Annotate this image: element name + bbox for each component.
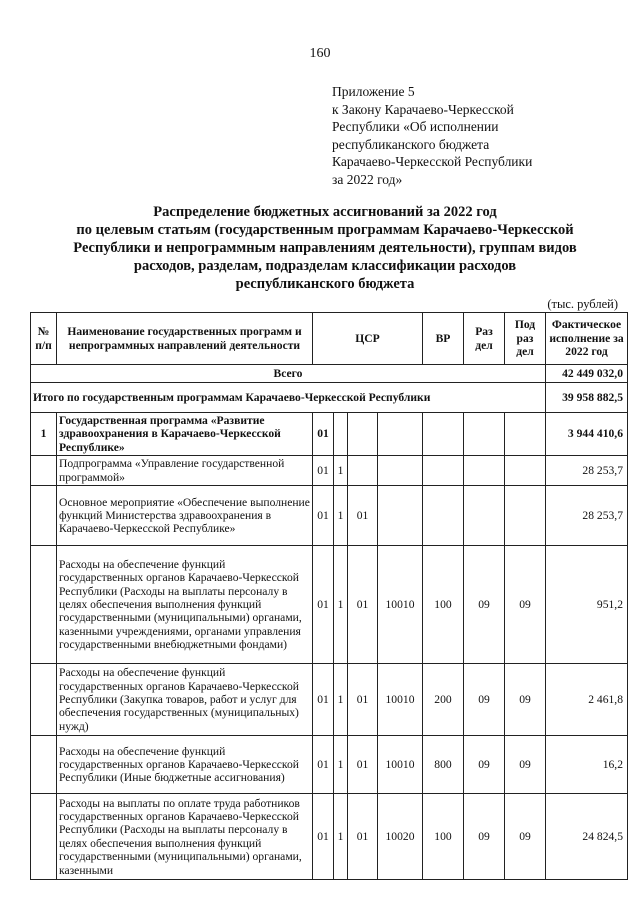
- row-csr-direction: 10010: [378, 736, 423, 794]
- row-num: [31, 456, 57, 486]
- page-number: 160: [309, 46, 331, 61]
- row-csr-event: 01: [348, 546, 378, 664]
- row-csr-program: 01: [313, 456, 334, 486]
- appendix-line: Приложение 5: [332, 84, 415, 99]
- table-row: [31, 486, 628, 546]
- row-name: Расходы на выплаты по оплате труда работников государственных органов Карачаево-Черкесской Республики (Расходы на выплаты персоналу в целях обеспечения выполнения функций государственными (муниципальными) органами, казенными: [57, 794, 313, 880]
- appendix-note: [332, 83, 572, 188]
- title-line: республиканского бюджета: [235, 276, 415, 292]
- appendix-line: Карачаево-Черкесской Республики: [332, 154, 533, 169]
- row-csr-event: 01: [348, 664, 378, 736]
- total-amount: 42 449 032,0: [546, 365, 628, 383]
- row-amount: 3 944 410,6: [546, 413, 628, 456]
- row-razdel: 09: [464, 546, 505, 664]
- row-vr: 200: [423, 664, 464, 736]
- table-row: [31, 456, 628, 486]
- row-name: Основное мероприятие «Обеспечение выполнение функций Министерства здравоохранения в Карачаево-Черкесской Республике»: [57, 486, 313, 546]
- row-razdel: [464, 486, 505, 546]
- row-name: Расходы на обеспечение функций государственных органов Карачаево-Черкесской Республики (Иные бюджетные ассигнования): [57, 736, 313, 794]
- row-num: 1: [31, 413, 57, 456]
- row-csr-direction: [378, 486, 423, 546]
- row-csr-subprogram: 1: [334, 456, 348, 486]
- col-header-razdel: Раз дел: [464, 313, 505, 365]
- row-csr-program: 01: [313, 413, 334, 456]
- row-csr-program: 01: [313, 736, 334, 794]
- row-podrazdel: 09: [505, 794, 546, 880]
- row-csr-subprogram: 1: [334, 736, 348, 794]
- total-row: [31, 365, 628, 383]
- row-podrazdel: 09: [505, 736, 546, 794]
- budget-table: [30, 312, 628, 880]
- row-name: Подпрограмма «Управление государственной программой»: [57, 456, 313, 486]
- table-row: [31, 413, 628, 456]
- row-csr-subprogram: 1: [334, 546, 348, 664]
- col-header-podrazdel: Под раз дел: [505, 313, 546, 365]
- row-name: Расходы на обеспечение функций государственных органов Карачаево-Черкесской Республики (Закупка товаров, работ и услуг для обеспечения государственных (муниципальных) нужд): [57, 664, 313, 736]
- programs-total-amount: 39 958 882,5: [546, 383, 628, 413]
- row-vr: [423, 413, 464, 456]
- col-header-amount: Фактическое исполнение за 2022 год: [546, 313, 628, 365]
- row-num: [31, 664, 57, 736]
- row-podrazdel: 09: [505, 546, 546, 664]
- row-amount: 28 253,7: [546, 456, 628, 486]
- row-csr-program: 01: [313, 486, 334, 546]
- row-csr-event: [348, 456, 378, 486]
- row-razdel: 09: [464, 736, 505, 794]
- table-row: [31, 736, 628, 794]
- col-header-vr: ВР: [423, 313, 464, 365]
- row-vr: [423, 456, 464, 486]
- appendix-line: Республики «Об исполнении: [332, 119, 499, 134]
- table-row: [31, 664, 628, 736]
- row-amount: 24 824,5: [546, 794, 628, 880]
- row-csr-direction: 10010: [378, 664, 423, 736]
- row-num: [31, 546, 57, 664]
- col-header-num: № п/п: [31, 313, 57, 365]
- row-razdel: 09: [464, 794, 505, 880]
- row-razdel: [464, 413, 505, 456]
- row-csr-event: 01: [348, 486, 378, 546]
- row-csr-direction: [378, 456, 423, 486]
- programs-total-label: Итого по государственным программам Карачаево-Черкесской Республики: [31, 383, 546, 413]
- row-csr-event: 01: [348, 736, 378, 794]
- row-csr-program: 01: [313, 794, 334, 880]
- row-podrazdel: [505, 486, 546, 546]
- row-amount: 16,2: [546, 736, 628, 794]
- row-csr-event: 01: [348, 794, 378, 880]
- row-name: Расходы на обеспечение функций государственных органов Карачаево-Черкесской Республики (Расходы на выплаты персоналу в целях обеспечения выполнения функций государственными (муниципальными) органами, казенными учреждениями, органами управления государственными внебюджетными фондами): [57, 546, 313, 664]
- col-header-csr: ЦСР: [313, 313, 423, 365]
- row-podrazdel: 09: [505, 664, 546, 736]
- appendix-line: за 2022 год»: [332, 171, 403, 187]
- row-podrazdel: [505, 413, 546, 456]
- row-vr: [423, 486, 464, 546]
- row-csr-event: [348, 413, 378, 456]
- row-csr-direction: 10010: [378, 546, 423, 664]
- row-csr-subprogram: 1: [334, 794, 348, 880]
- title-line: расходов, разделам, подразделам классификации расходов: [133, 258, 517, 274]
- table-row: [31, 546, 628, 664]
- table-header-row: [31, 313, 628, 365]
- title-line: по целевым статьям (государственным программам Карачаево-Черкесской: [76, 222, 574, 238]
- total-label: Всего: [31, 365, 546, 383]
- row-razdel: 09: [464, 664, 505, 736]
- document-title: [40, 203, 610, 293]
- row-csr-program: 01: [313, 664, 334, 736]
- row-amount: 28 253,7: [546, 486, 628, 546]
- title-line: Распределение бюджетных ассигнований за 2022 год: [153, 204, 497, 220]
- row-amount: 2 461,8: [546, 664, 628, 736]
- row-vr: 100: [423, 546, 464, 664]
- row-csr-subprogram: [334, 413, 348, 456]
- unit-label: (тыс. рублей): [547, 297, 618, 311]
- row-vr: 800: [423, 736, 464, 794]
- programs-total-row: [31, 383, 628, 413]
- appendix-line: республиканского бюджета: [332, 136, 490, 152]
- row-num: [31, 486, 57, 546]
- row-name: Государственная программа «Развитие здравоохранения в Карачаево-Черкесской Республике»: [57, 413, 313, 456]
- row-csr-direction: 10020: [378, 794, 423, 880]
- row-csr-direction: [378, 413, 423, 456]
- row-razdel: [464, 456, 505, 486]
- row-csr-subprogram: 1: [334, 664, 348, 736]
- row-csr-program: 01: [313, 546, 334, 664]
- row-podrazdel: [505, 456, 546, 486]
- row-csr-subprogram: 1: [334, 486, 348, 546]
- row-num: [31, 736, 57, 794]
- table-row: [31, 794, 628, 880]
- row-vr: 100: [423, 794, 464, 880]
- row-amount: 951,2: [546, 546, 628, 664]
- row-num: [31, 794, 57, 880]
- appendix-line: к Закону Карачаево-Черкесской: [332, 101, 514, 117]
- title-line: Республики и непрограммным направлениям деятельности), группам видов: [73, 240, 577, 256]
- col-header-name: Наименование государственных программ и непрограммных направлений деятельности: [57, 313, 313, 365]
